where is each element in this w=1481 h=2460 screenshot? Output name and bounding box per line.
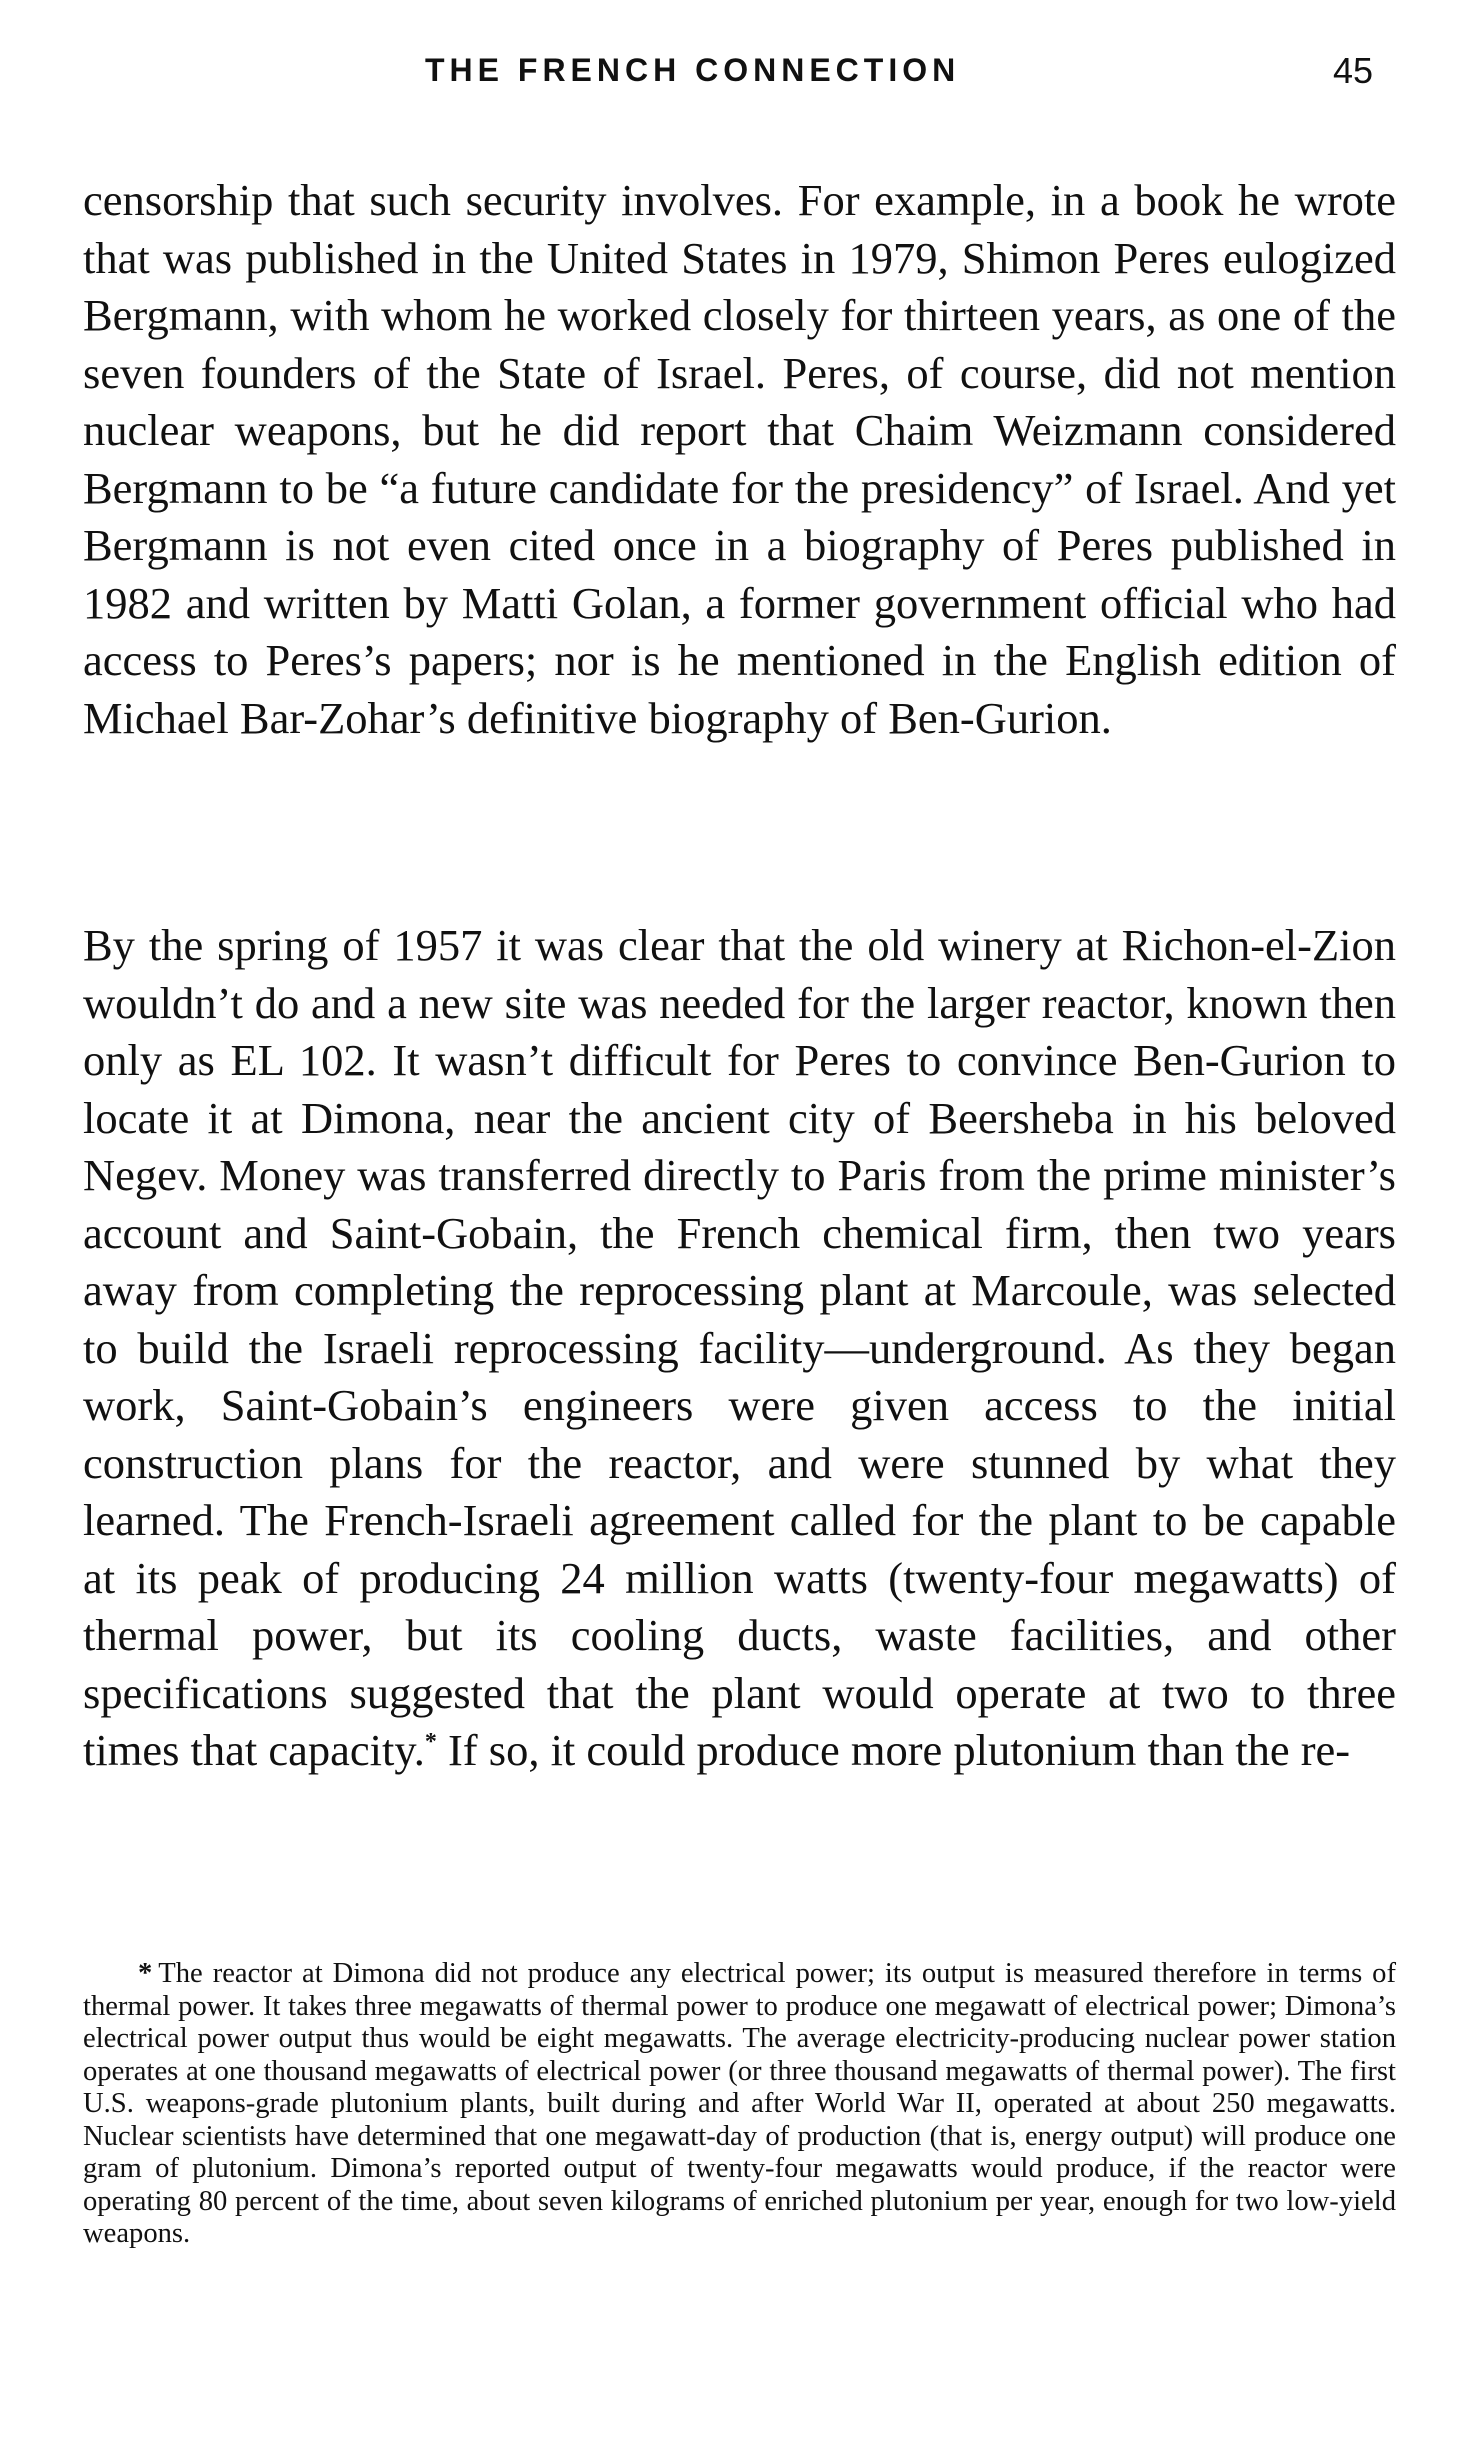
footnote <box>83 1958 1396 2251</box>
footnote-reference: * <box>424 1729 437 1756</box>
footnote-text: The reactor at Dimona did not produce any electrical power; its output is measured therefore in terms of thermal power. It takes three megawatts of thermal power to produce one megawatt of electrical power; Dimona’s electrical power output thus would be eight megawatts. The average electricity-producing nuclear power station operates at one thousand megawatts of electrical power (or three thousand megawatts of thermal power). The first U.S. weapons-grade plutonium plants, built during and after World War II, operated at about 250 megawatts. Nuclear scientists have determined that one megawatt-day of production (that is, energy output) will produce one gram of plutonium. Dimona’s reported output of twenty-four megawatts would produce, if the reactor were operating 80 percent of the time, about seven kilograms of enriched plutonium per year, enough for two low-yield weapons. <box>83 1958 1396 2249</box>
running-title: THE FRENCH CONNECTION <box>425 52 961 88</box>
body-paragraph-2 <box>83 917 1396 1780</box>
paragraph-2-text: By the spring of 1957 it was clear that the old winery at Richon-el-Zion wouldn’t do and a new site was needed for the larger reactor, known then only as EL 102. It wasn’t difficult for Peres to convince Ben-Gurion to locate it at Dimona, near the ancient city of Beersheba in his beloved Negev. Money was transferred directly to Paris from the prime minister’s account and Saint-Gobain, the French chemical firm, then two years away from completing the reprocessing plant at Marcoule, was selected to build the Israeli reprocessing facility—underground. As they began work, Saint-Gobain’s engineers were given access to the initial construction plans for the reactor, and were stunned by what they learned. The French-Israeli agreement called for the plant to be capable at its peak of producing 24 million watts (twenty-four megawatts) of thermal power, but its cooling ducts, waste facilities, and other specifications suggested that the plant would operate at two to three times that capacity. <box>83 920 1396 1775</box>
footnote-marker: * <box>138 1958 153 1989</box>
body-paragraph-1 <box>83 172 1396 747</box>
paragraph-2-end-text: If so, it could produce more plutonium than the re- <box>436 1725 1351 1775</box>
paragraph-1-text: censorship that such security involves. For example, in a book he wrote that was published in the United States in 1979, Shimon Peres eulogized Bergmann, with whom he worked closely for thirteen years, as one of the seven founders of the State of Israel. Peres, of course, did not mention nuclear weapons, but he did report that Chaim Weizmann considered Bergmann to be “a future candidate for the presidency” of Israel. And yet Bergmann is not even cited once in a biography of Peres published in 1982 and written by Matti Golan, a former government official who had access to Peres’s papers; nor is he mentioned in the English edition of Michael Bar-Zohar’s definitive biography of Ben-Gurion. <box>83 175 1396 743</box>
running-head <box>0 52 1481 102</box>
page-number: 45 <box>1333 50 1374 91</box>
